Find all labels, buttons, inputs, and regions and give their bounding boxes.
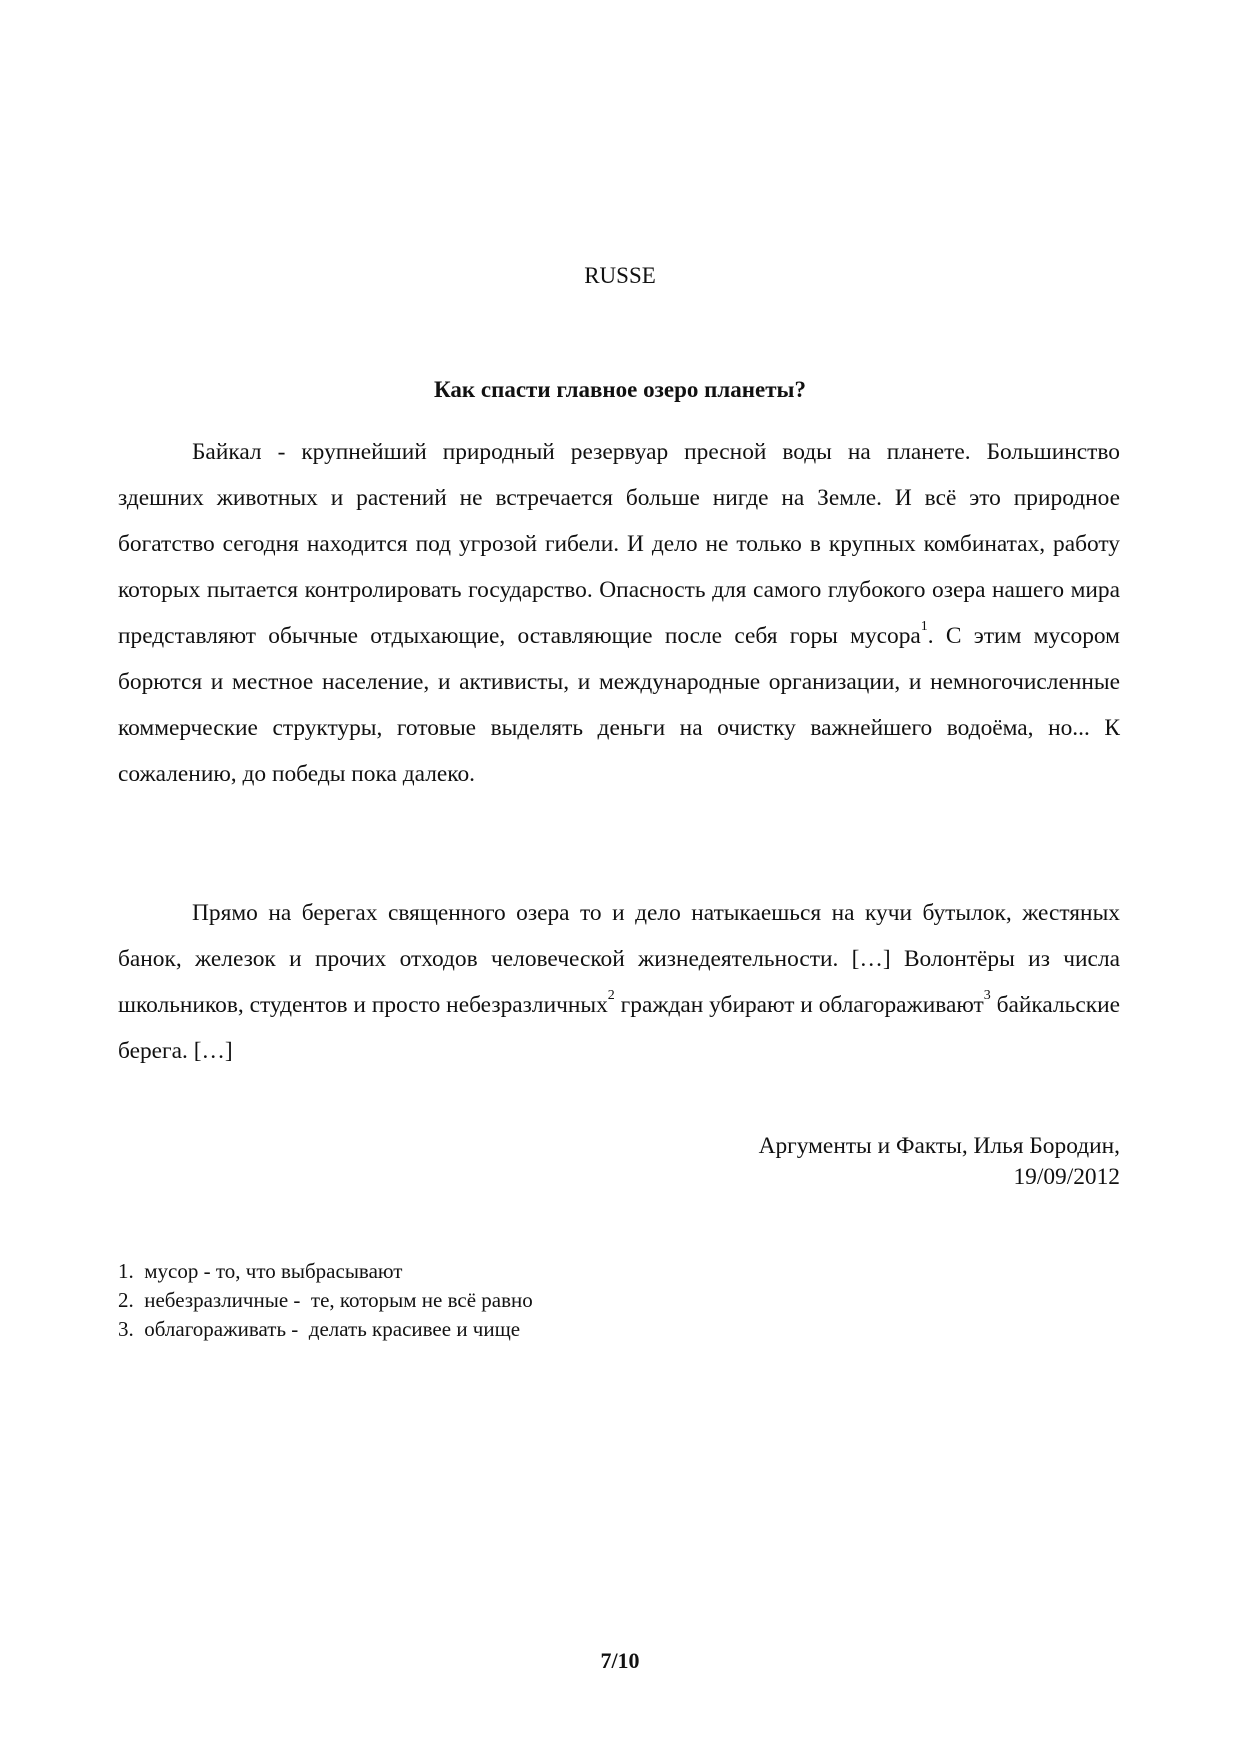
article-paragraph-1 [118, 429, 1120, 797]
paragraph-2-text-end: байкальские берега. […] [118, 992, 1120, 1064]
footnote-item: 3. облагораживать - делать красивее и чище [118, 1317, 521, 1341]
footnote-marker-1: 1 [920, 619, 928, 635]
article-source [759, 1131, 1120, 1193]
footnote-item: 2. небезразличные - те, которым не всё равно [118, 1288, 533, 1312]
paragraph-1-text-start: Байкал - крупнейший природный резервуар пресной воды на планете. Большинство здешних животных и растений не встречается больше нигде на Земле. И всё это природное богатство сегодня находится под угрозой гибели. И дело не только в крупных комбинатах, работу которых пытается контролировать государство. Опасность для самого глубокого озера нашего мира представляют обычные отдыхающие, оставляющие после себя горы мусора [118, 439, 1120, 649]
footnote-item: 1. мусор - то, что выбрасывают [118, 1259, 403, 1283]
paragraph-2-text-middle: граждан убирают и облагораживают [614, 992, 984, 1018]
paragraph-2-text-start: Прямо на берегах священного озера то и дело натыкаешься на кучи бутылок, жестяных банок, железок и прочих отходов человеческой жизнедеятельности. […] Волонтёры из числа школьников, студентов и просто небезразличных [118, 900, 1120, 1018]
source-publication-author: Аргументы и Факты, Илья Бородин, [758, 1133, 1120, 1159]
footnotes-list [118, 1257, 533, 1344]
article-title: Как спасти главное озеро планеты? [433, 377, 807, 402]
paragraph-1-text-end: . С этим мусором борются и местное население, и активисты, и международные организации, и немногочисленные коммерческие структуры, готовые выделять деньги на очистку важнейшего водоёма, но... К сожалению, до победы пока далеко. [118, 623, 1120, 787]
page-number: 7/10 [600, 1648, 640, 1673]
language-label: RUSSE [584, 263, 656, 288]
article-paragraph-2 [118, 890, 1120, 1074]
footnote-marker-3: 3 [983, 988, 991, 1004]
footnote-marker-2: 2 [607, 988, 615, 1004]
source-date: 19/09/2012 [1013, 1164, 1120, 1190]
